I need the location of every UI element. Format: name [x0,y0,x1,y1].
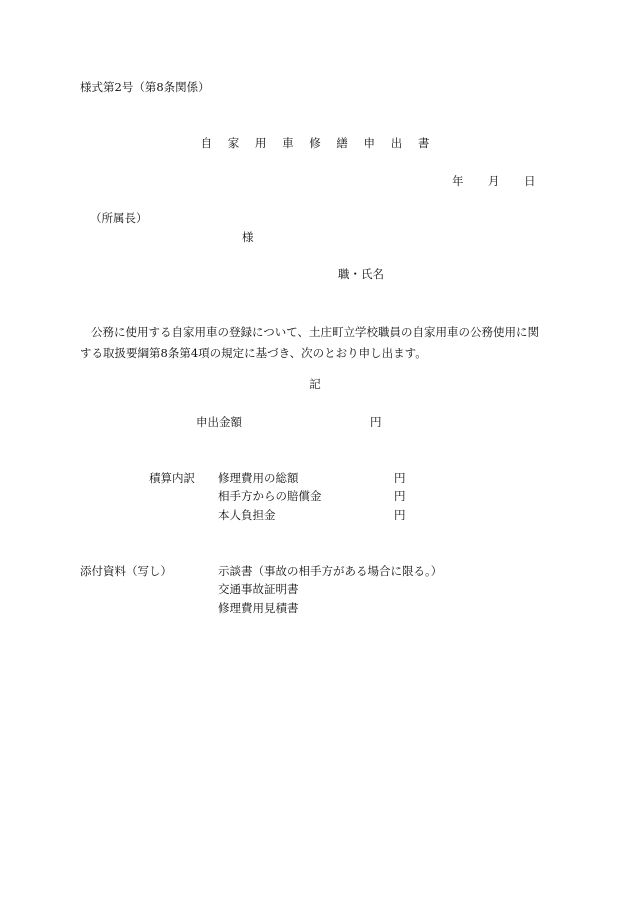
attachment-item-repair-estimate: 修理費用見積書 [218,601,299,615]
attachments-label: 添付資料（写し） [80,564,172,578]
attachment-item-settlement: 示談書（事故の相手方がある場合に限る。） [218,564,443,578]
ki-heading: 記 [309,377,321,391]
breakdown-unit: 円 [394,471,406,485]
attachment-item-accident-certificate: 交通事故証明書 [218,582,299,596]
breakdown-item-total-repair: 修理費用の総額 [218,471,299,485]
breakdown-label: 積算内訳 [149,471,195,485]
breakdown-item-compensation: 相手方からの賠償金 [218,489,322,503]
amount-unit: 円 [370,415,382,429]
breakdown-unit: 円 [394,489,406,503]
amount-label: 申出金額 [196,415,242,429]
body-paragraph: 公務に使用する自家用車の登録について、土庄町立学校職員の自家用車の公務使用に関する取扱要綱第8条第4項の規定に基づき、次のとおり申し出ます。 [80,325,540,360]
recipient-label: （所属長） [90,211,148,225]
breakdown-unit: 円 [394,508,406,522]
form-number: 様式第2号（第8条関係） [80,80,210,94]
date-day-label: 日 [524,174,536,188]
date-year-label: 年 [452,174,464,188]
document-title: 自 家 用 車 修 繕 申 出 書 [200,136,436,150]
breakdown-item-self-burden: 本人負担金 [218,508,276,522]
honorific: 様 [242,230,254,244]
date-month-label: 月 [488,174,500,188]
position-name-label: 職・氏名 [338,267,384,281]
